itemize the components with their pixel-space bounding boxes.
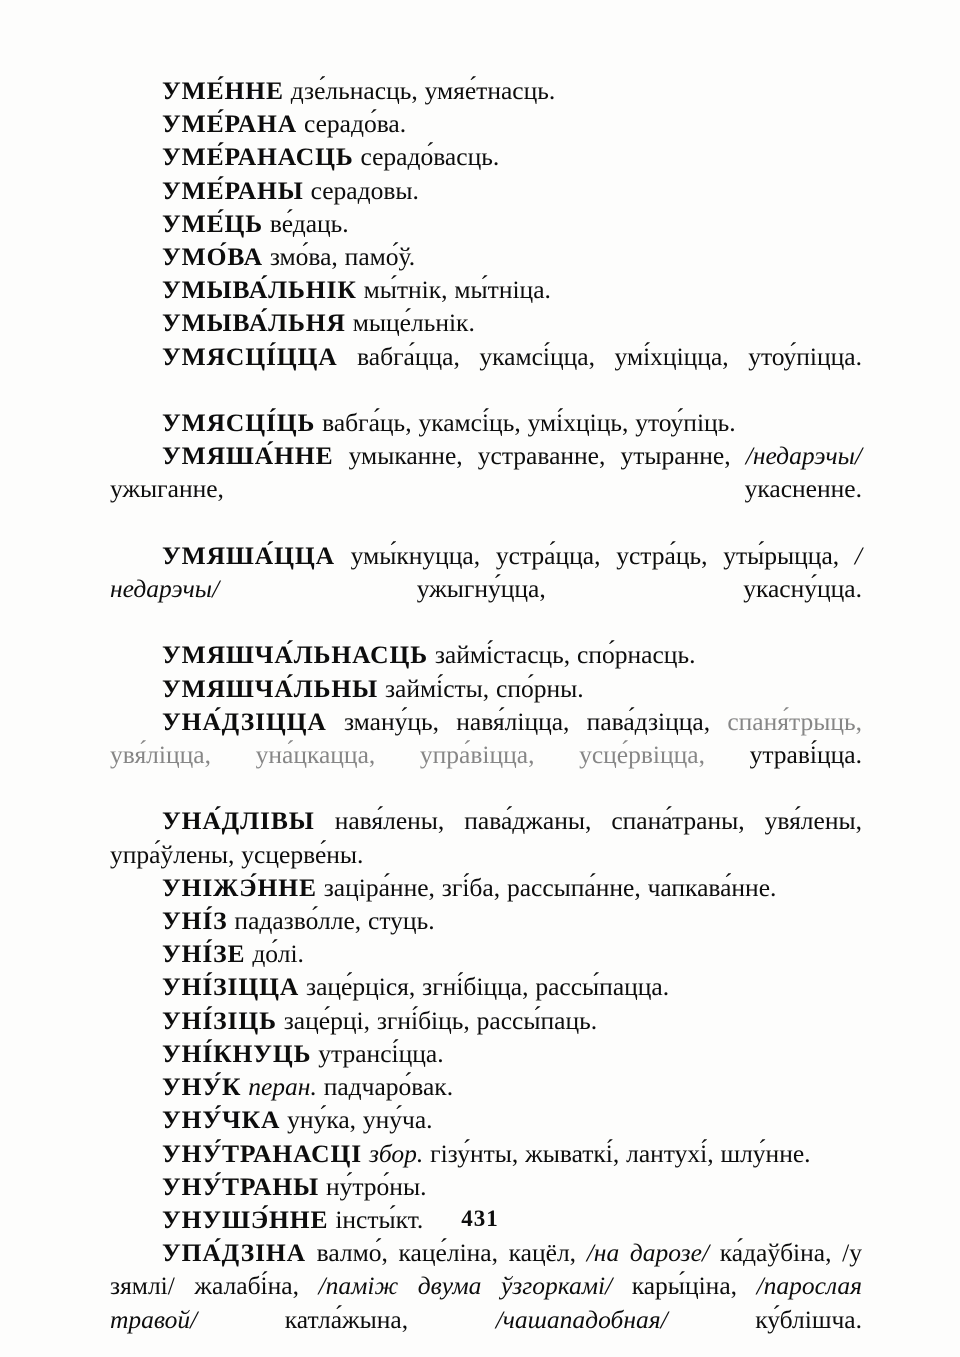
headword: УМЯШЧА́ЛЬНЫ	[162, 673, 379, 703]
usage-label: /недарэчы/	[745, 441, 862, 471]
synonyms: заціра́нне, згі́ба, рассыпа́нне, чапкава́нне.	[316, 872, 777, 902]
synonyms: гізу́нты, жываткі́, лантухі́, шлу́нне.	[423, 1138, 811, 1168]
headword: УМЫВА́ЛЬНІК	[162, 275, 357, 305]
dictionary-entry	[110, 804, 862, 870]
synonyms: мы́тнік, мы́тніца.	[356, 275, 551, 305]
synonyms: ужыганне, укасненне.	[110, 474, 862, 504]
synonyms: ужыгну́цца, укасну́цца.	[219, 574, 862, 604]
dictionary-entry	[110, 273, 862, 306]
dictionary-entry	[110, 1137, 862, 1170]
synonyms: до́лі.	[245, 939, 304, 969]
synonyms: інсты́кт.	[328, 1204, 424, 1234]
synonyms: зману́ць, навя́ліцца, пава́дзіцца,	[326, 706, 728, 736]
synonyms: утраві́цца.	[704, 740, 862, 770]
dictionary-entry	[110, 306, 862, 339]
synonyms: серадо́ва.	[297, 109, 407, 139]
dictionary-entry	[110, 904, 862, 937]
usage-label: збор.	[368, 1138, 424, 1168]
synonyms: валмо́, каце́ліна, кацёл,	[305, 1238, 587, 1268]
synonyms: заце́рціся, згні́біцца, рассы́пацца.	[299, 972, 670, 1002]
synonyms: змо́ва, памо́ў.	[262, 242, 416, 272]
dictionary-entry	[110, 439, 862, 539]
headword: УНІ́ЗІЦЦА	[162, 972, 300, 1002]
synonyms: заце́рці, згні́біць, рассы́паць.	[276, 1005, 598, 1035]
synonyms	[362, 1139, 369, 1168]
headword: УМО́ВА	[162, 242, 263, 272]
synonyms: уну́ка, уну́ча.	[280, 1105, 433, 1135]
dictionary-entry	[110, 871, 862, 904]
headword: УМЕ́РАНА	[162, 109, 298, 139]
headword: УМЕ́ННЕ	[162, 76, 284, 105]
usage-label: /паміж двума ўзгоркамі/	[318, 1271, 613, 1301]
synonyms: серадо́васць.	[353, 142, 500, 172]
headword: УНІ́КНУЦЬ	[162, 1038, 312, 1068]
dictionary-entry	[110, 539, 862, 639]
synonyms: катла́жына,	[197, 1304, 496, 1334]
synonyms: дзе́льнасць, умяе́тнасць.	[283, 76, 556, 105]
headword: УМЕ́РАНАСЦЬ	[162, 142, 354, 172]
synonyms: утрансі́цца.	[311, 1038, 444, 1068]
synonyms: падазво́лле, стуць.	[227, 906, 435, 936]
headword: УНУ́ТРАНАСЦІ	[162, 1138, 363, 1168]
headword: УНІ́З	[162, 906, 228, 936]
headword: УМЯША́ННЕ	[162, 441, 334, 471]
dictionary-entry	[110, 207, 862, 240]
dictionary-entry	[110, 1070, 862, 1103]
usage-label: /чашападобная/	[495, 1304, 668, 1334]
entry-column	[110, 74, 862, 1357]
dictionary-entry	[110, 74, 862, 107]
page-number: 431	[461, 1206, 499, 1231]
dictionary-entry	[110, 1103, 862, 1136]
dictionary-entry	[110, 1236, 862, 1357]
synonyms: ку́блішча.	[667, 1304, 862, 1334]
usage-label: /парослая травой/	[110, 1271, 862, 1334]
faded-print-run: спаня́трыць, увя́ліцца, уна́цкацца, упра́віцца, усце́рвіцца,	[110, 706, 862, 770]
synonyms: умыканне, устраванне, утыранне,	[333, 441, 746, 471]
dictionary-entry	[110, 107, 862, 140]
synonyms: ве́даць.	[262, 208, 349, 238]
dictionary-entry	[110, 705, 862, 805]
usage-label: /недарэчы/	[110, 540, 862, 604]
dictionary-entry	[110, 140, 862, 173]
synonyms: займі́сты, спо́рны.	[378, 673, 584, 703]
synonyms: ну́тро́ны.	[319, 1171, 427, 1201]
dictionary-entry	[110, 638, 862, 671]
synonyms: мыце́льнік.	[345, 308, 475, 338]
dictionary-entry	[110, 937, 862, 970]
synonyms: падчаро́вак.	[316, 1072, 454, 1102]
dictionary-entry	[110, 406, 862, 439]
headword: УНІ́ЗЕ	[162, 939, 246, 969]
headword: УНІ́ЗІЦЬ	[162, 1005, 277, 1035]
synonyms: ка́даўбіна, /у зямлі/ жалабі́на,	[110, 1238, 862, 1301]
dictionary-entry	[110, 1170, 862, 1203]
dictionary-entry	[110, 340, 862, 406]
headword: УПА́ДЗІНА	[162, 1238, 306, 1268]
headword: УНІЖЭ́ННЕ	[162, 872, 317, 902]
usage-label: /на дарозе/	[586, 1238, 710, 1268]
headword: УНУ́ЧКА	[162, 1105, 281, 1135]
dictionary-entry	[110, 1004, 862, 1037]
headword: УМЯСЦІ́ЦЦА	[162, 341, 338, 371]
synonyms: навя́лены, пава́джаны, спана́траны, увя́лены, упра́ўлены, усцерве́ны.	[110, 806, 862, 869]
dictionary-entry	[110, 1037, 862, 1070]
usage-label: перан.	[248, 1072, 317, 1102]
dictionary-entry	[110, 970, 862, 1003]
dictionary-entry	[110, 240, 862, 273]
headword: УМЫВА́ЛЬНЯ	[162, 308, 346, 338]
headword: УМЯШЧА́ЛЬНАСЦЬ	[162, 640, 428, 670]
synonyms: серадовы.	[303, 175, 419, 205]
dictionary-entry	[110, 174, 862, 207]
dictionary-entry	[110, 672, 862, 705]
synonyms: кары́ціна,	[612, 1271, 757, 1301]
synonyms: вабга́ць, укамсі́ць, умі́хціць, утоу́піць.	[315, 408, 736, 438]
headword: УМЕ́ЦЬ	[162, 208, 263, 238]
synonyms: умы́кнуцца, устра́цца, устра́ць, уты́рыцца,	[334, 540, 855, 570]
headword: УНА́ДЗІЦЦА	[162, 706, 327, 736]
headword: УМЕ́РАНЫ	[162, 175, 304, 205]
synonyms: вабга́цца, укамсі́цца, умі́хціцца, утоу́піцца.	[337, 341, 862, 371]
headword: УНУ́ТРАНЫ	[162, 1171, 320, 1201]
headword: УМЯСЦІ́ЦЬ	[162, 408, 316, 438]
headword: УМЯША́ЦЦА	[162, 540, 335, 570]
synonyms: займі́стасць, спо́рнасць.	[427, 640, 696, 670]
headword: УНУ́К	[162, 1072, 242, 1102]
headword: УНА́ДЛІВЫ	[162, 806, 315, 836]
headword: УНУШЭ́ННЕ	[162, 1204, 329, 1234]
